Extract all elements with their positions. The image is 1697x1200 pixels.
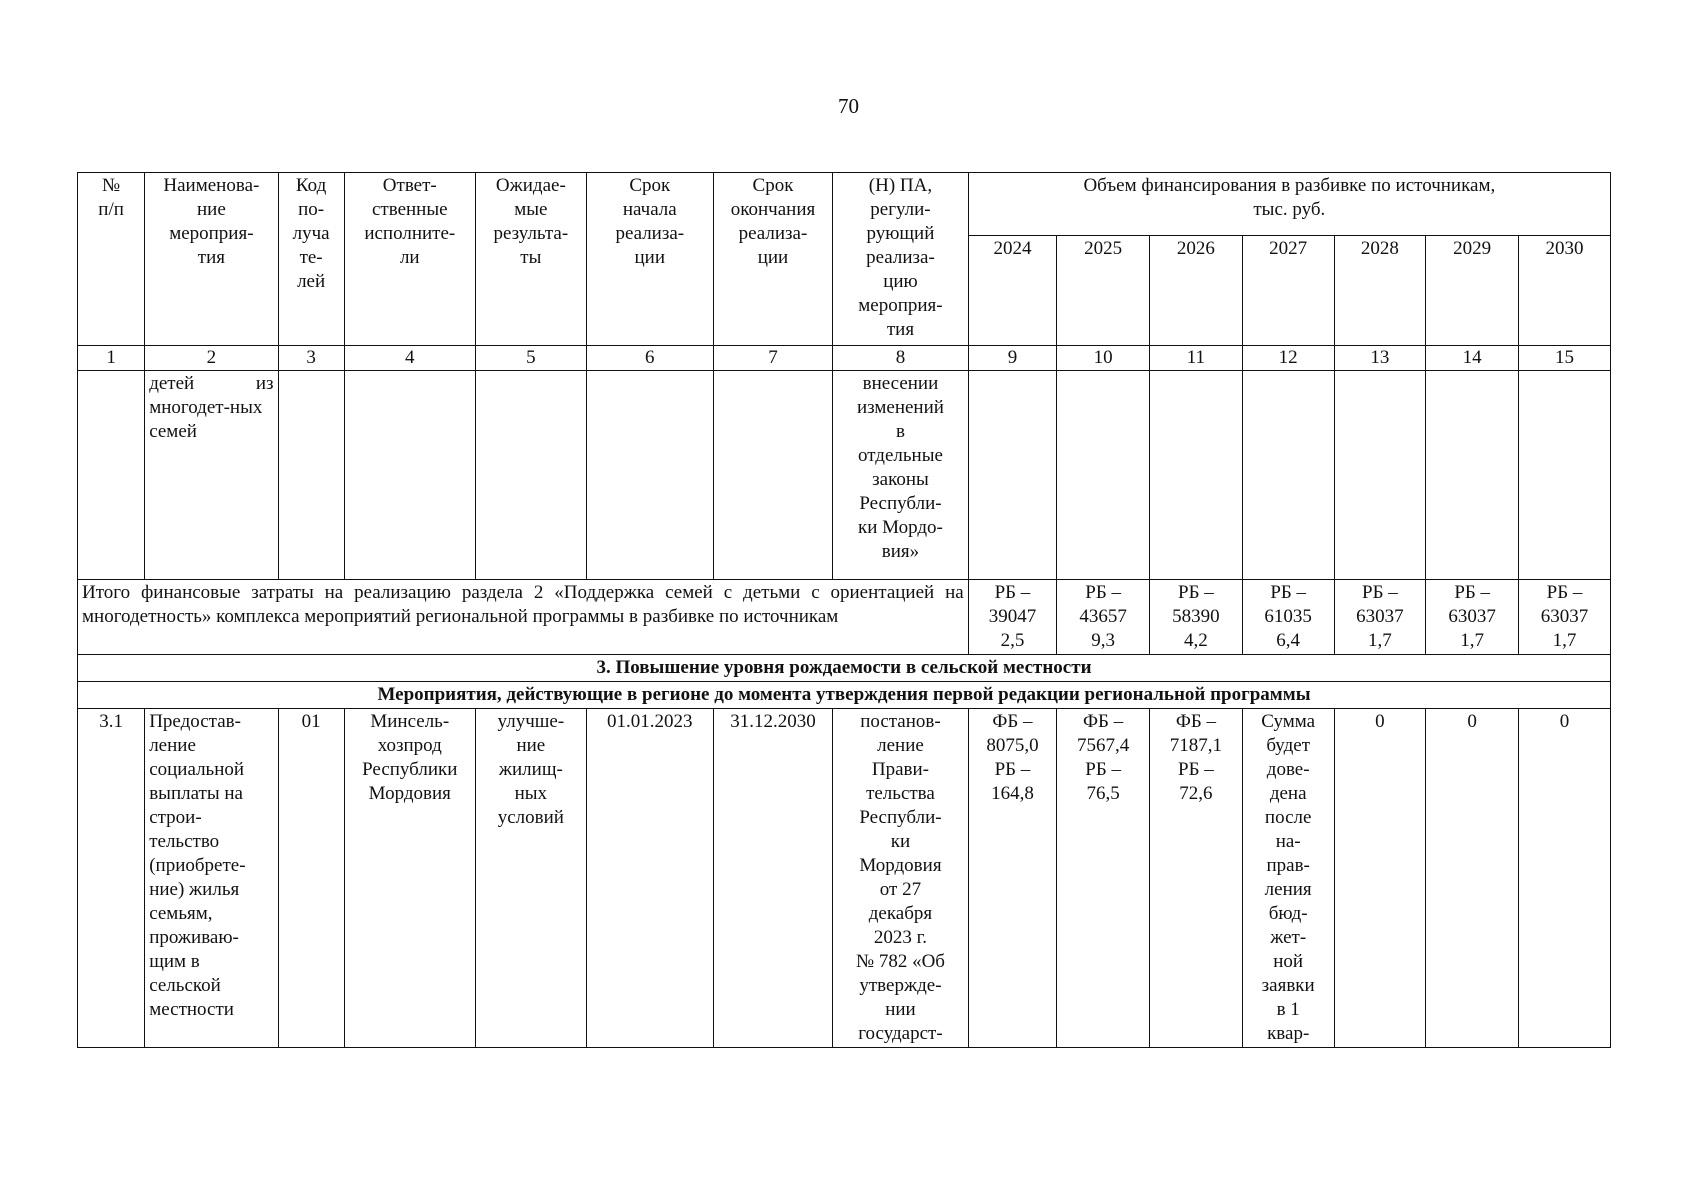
row-name: Предостав- ление социальной выплаты на строи- тельство (приобрете- ние) жилья семьям, проживаю- щим в сельской местности xyxy=(145,709,278,1048)
row-value-2024: ФБ – 8075,0 РБ – 164,8 xyxy=(968,709,1057,1048)
header-year: 2026 xyxy=(1150,236,1243,346)
cell-empty xyxy=(713,371,832,580)
total-value: РБ – 61035 6,4 xyxy=(1242,580,1334,655)
row-start-date: 01.01.2023 xyxy=(586,709,713,1048)
header-code: Код по- луча те- лей xyxy=(278,173,344,346)
row-executor: Минсель- хозпрод Республики Мордовия xyxy=(344,709,475,1048)
total-value: РБ – 58390 4,2 xyxy=(1150,580,1243,655)
column-number: 9 xyxy=(968,346,1057,371)
header-row-1 xyxy=(78,173,1611,236)
header-name: Наименова- ние мероприя- тия xyxy=(145,173,278,346)
total-value: РБ – 63037 1,7 xyxy=(1519,580,1611,655)
header-year: 2028 xyxy=(1334,236,1426,346)
subsection-title: Мероприятия, действующие в регионе до момента утверждения первой редакции региональной программы xyxy=(78,682,1611,709)
header-year: 2029 xyxy=(1426,236,1519,346)
column-number: 7 xyxy=(713,346,832,371)
continuation-name: детей из многодет-ных семей xyxy=(145,371,278,580)
financing-table xyxy=(77,172,1611,1048)
row-legal-act: постанов- ление Прави- тельства Республи- ки Мордовия от 27 декабря 2023 г. № 782 «Об утвержде- нии государст- xyxy=(833,709,968,1048)
header-executor: Ответ- ственные исполните- ли xyxy=(344,173,475,346)
row-value-2028: 0 xyxy=(1334,709,1426,1048)
column-number: 15 xyxy=(1519,346,1611,371)
row-value-2025: ФБ – 7567,4 РБ – 76,5 xyxy=(1057,709,1150,1048)
column-number: 11 xyxy=(1150,346,1243,371)
column-number: 6 xyxy=(586,346,713,371)
continuation-legal-act: внесении изменений в отдельные законы Республи- ки Мордо- вия» xyxy=(833,371,968,580)
section-title: 3. Повышение уровня рождаемости в сельской местности xyxy=(78,655,1611,682)
subsection-row xyxy=(78,682,1611,709)
column-number: 1 xyxy=(78,346,145,371)
row-end-date: 31.12.2030 xyxy=(713,709,832,1048)
header-year: 2027 xyxy=(1242,236,1334,346)
row-value-2030: 0 xyxy=(1519,709,1611,1048)
continuation-row xyxy=(78,371,1611,580)
column-number: 3 xyxy=(278,346,344,371)
total-value: РБ – 63037 1,7 xyxy=(1334,580,1426,655)
row-number: 3.1 xyxy=(78,709,145,1048)
header-legal-act: (Н) ПА, регули- рующий реализа- цию мероприя- тия xyxy=(833,173,968,346)
total-value: РБ – 43657 9,3 xyxy=(1057,580,1150,655)
column-number: 8 xyxy=(833,346,968,371)
header-results: Ожидае- мые результа- ты xyxy=(475,173,586,346)
header-funding: Объем финансирования в разбивке по источникам, тыс. руб. xyxy=(968,173,1610,236)
row-code: 01 xyxy=(278,709,344,1048)
cell-empty xyxy=(586,371,713,580)
column-number: 14 xyxy=(1426,346,1519,371)
section-row xyxy=(78,655,1611,682)
cell-empty xyxy=(1426,371,1519,580)
cell-empty xyxy=(475,371,586,580)
column-number: 13 xyxy=(1334,346,1426,371)
total-value: РБ – 39047 2,5 xyxy=(968,580,1057,655)
row-3-1 xyxy=(78,709,1611,1048)
column-number-row xyxy=(78,346,1611,371)
cell-empty xyxy=(1150,371,1243,580)
total-row xyxy=(78,580,1611,655)
cell-empty xyxy=(1057,371,1150,580)
cell-empty xyxy=(78,371,145,580)
column-number: 10 xyxy=(1057,346,1150,371)
cell-empty xyxy=(278,371,344,580)
cell-empty xyxy=(1519,371,1611,580)
total-value: РБ – 63037 1,7 xyxy=(1426,580,1519,655)
page-number: 70 xyxy=(838,94,859,118)
header-year: 2024 xyxy=(968,236,1057,346)
header-year: 2025 xyxy=(1057,236,1150,346)
header-year: 2030 xyxy=(1519,236,1611,346)
cell-empty xyxy=(1242,371,1334,580)
cell-empty xyxy=(344,371,475,580)
total-label: Итого финансовые затраты на реализацию раздела 2 «Поддержка семей с детьми с ориентацией на многодетность» комплекса мероприятий региональной программы в разбивке по источникам xyxy=(78,580,969,655)
row-value-2026: ФБ – 7187,1 РБ – 72,6 xyxy=(1150,709,1243,1048)
header-start: Срок начала реализа- ции xyxy=(586,173,713,346)
cell-empty xyxy=(968,371,1057,580)
column-number: 4 xyxy=(344,346,475,371)
column-number: 12 xyxy=(1242,346,1334,371)
row-value-2027: Сумма будет дове- дена после на- прав- ления бюд- жет- ной заявки в 1 квар- xyxy=(1242,709,1334,1048)
row-results: улучше- ние жилищ- ных условий xyxy=(475,709,586,1048)
column-number: 2 xyxy=(145,346,278,371)
cell-empty xyxy=(1334,371,1426,580)
header-end: Срок окончания реализа- ции xyxy=(713,173,832,346)
column-number: 5 xyxy=(475,346,586,371)
header-number: № п/п xyxy=(78,173,145,346)
row-value-2029: 0 xyxy=(1426,709,1519,1048)
